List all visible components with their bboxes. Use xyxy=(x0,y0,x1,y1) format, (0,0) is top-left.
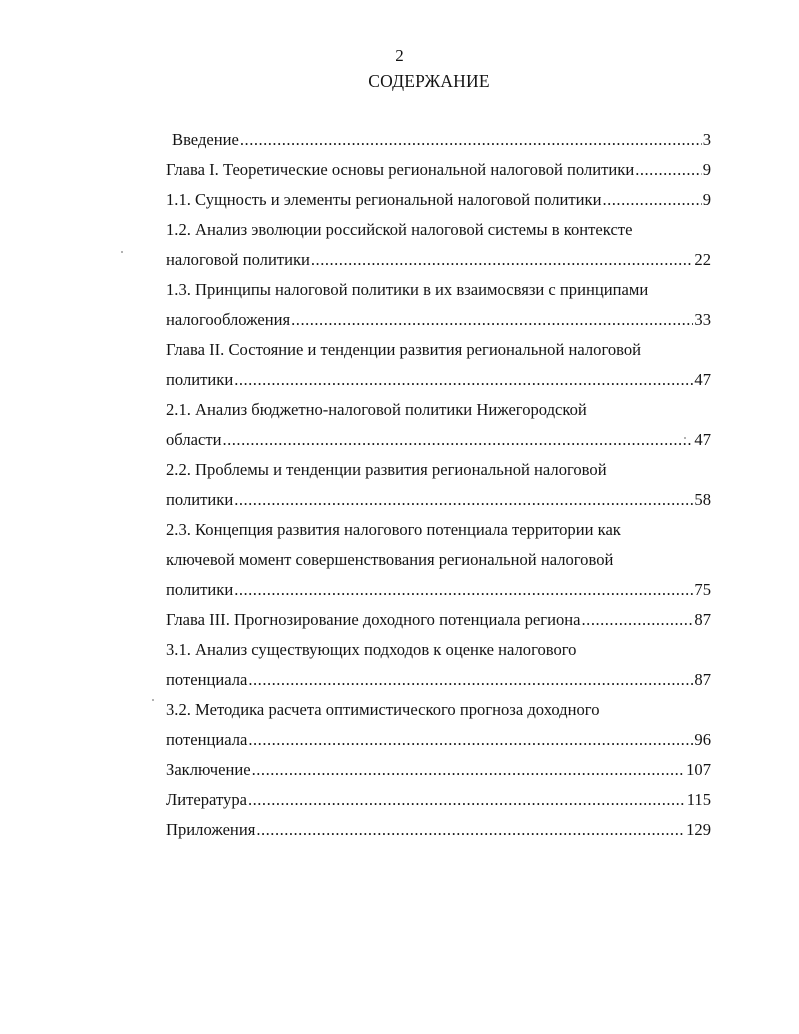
dot-leader xyxy=(248,788,686,812)
scan-speck xyxy=(121,251,123,253)
toc-entry-2-3-first-line: 2.3. Концепция развития налогового потенциала территории как xyxy=(166,520,621,539)
toc-entry-title: Введение xyxy=(172,130,239,149)
toc-page-number: 87 xyxy=(694,670,711,689)
toc-entry-title: политики xyxy=(166,370,234,389)
dot-leader xyxy=(240,128,702,152)
toc-entry-2-2-first-line: 2.2. Проблемы и тенденции развития региональной налоговой xyxy=(166,460,607,479)
scan-speck xyxy=(684,437,686,439)
toc-entry-2-2 xyxy=(166,488,711,512)
toc-entry-chapter-2-first-line: Глава II. Состояние и тенденции развития региональной налоговой xyxy=(166,340,642,359)
toc-entry-title: Приложения xyxy=(166,820,256,839)
dot-leader xyxy=(234,488,693,512)
toc-page-number: 96 xyxy=(694,730,711,749)
toc-page-number: 22 xyxy=(694,250,711,269)
toc-entry-title: Глава I. Теоретические основы региональной налоговой политики xyxy=(166,160,635,179)
dot-leader xyxy=(602,188,701,212)
toc-entry-chapter-3 xyxy=(166,608,711,632)
toc-page-number: 87 xyxy=(694,610,711,629)
page-title: СОДЕРЖАНИЕ xyxy=(368,71,490,91)
dot-leader xyxy=(635,158,701,182)
dot-leader xyxy=(252,758,685,782)
toc-entry-title: потенциала xyxy=(166,670,248,689)
toc-page-number: 3 xyxy=(702,130,711,149)
toc-entry-title: Заключение xyxy=(166,760,251,779)
dot-leader xyxy=(256,818,685,842)
toc-entry-chapter-1 xyxy=(166,158,711,182)
dot-leader xyxy=(234,578,693,602)
toc-entry-2-3 xyxy=(166,578,711,602)
toc-entry-2-3-second-line: ключевой момент совершенствования региональной налоговой xyxy=(166,550,614,569)
page-number: 2 xyxy=(395,46,404,65)
dot-leader xyxy=(582,608,694,632)
toc-entry-1-3-first-line: 1.3. Принципы налоговой политики в их взаимосвязи с принципами xyxy=(166,280,649,299)
toc-entry-title: потенциала xyxy=(166,730,248,749)
toc-entry-title: политики xyxy=(166,490,234,509)
toc-entry-title: налоговой политики xyxy=(166,250,310,269)
toc-page-number: 47 xyxy=(694,430,711,449)
toc-entry-chapter-2 xyxy=(166,368,711,392)
toc-entry-1-3 xyxy=(166,308,711,332)
toc-entry-title: Литература xyxy=(166,790,247,809)
toc-page-number: 47 xyxy=(694,370,711,389)
toc-entry-2-1-first-line: 2.1. Анализ бюджетно-налоговой политики Нижегородской xyxy=(166,400,587,419)
toc-entry-3-2-first-line: 3.2. Методика расчета оптимистического прогноза доходного xyxy=(166,700,600,719)
dot-leader xyxy=(222,428,693,452)
toc-page-number: 33 xyxy=(694,310,711,329)
scan-speck xyxy=(152,699,154,701)
toc-page-number: 107 xyxy=(686,760,711,779)
toc-page-number: 115 xyxy=(686,790,711,809)
toc-entry-title: Глава III. Прогнозирование доходного потенциала региона xyxy=(166,610,581,629)
toc-entry-1-2-first-line: 1.2. Анализ эволюции российской налоговой системы в контексте xyxy=(166,220,633,239)
dot-leader xyxy=(234,368,693,392)
toc-entry-3-2 xyxy=(166,728,711,752)
toc-page-number: 9 xyxy=(702,160,711,179)
toc-entry-1-1 xyxy=(166,188,711,212)
toc-entry-literature xyxy=(166,788,711,812)
toc-page-number: 129 xyxy=(686,820,711,839)
toc-page-number: 9 xyxy=(702,190,711,209)
toc-entry-title: налогообложения xyxy=(166,310,291,329)
dot-leader xyxy=(311,248,694,272)
toc-page-number: 75 xyxy=(694,580,711,599)
dot-leader xyxy=(248,668,693,692)
toc-page-number: 58 xyxy=(694,490,711,509)
toc-entry-conclusion xyxy=(166,758,711,782)
toc-entry-title: 1.1. Сущность и элементы региональной налоговой политики xyxy=(166,190,602,209)
toc-entry-appendices xyxy=(166,818,711,842)
toc-entry-3-1-first-line: 3.1. Анализ существующих подходов к оценке налогового xyxy=(166,640,577,659)
toc-entry-title: области xyxy=(166,430,222,449)
toc-entry-1-2 xyxy=(166,248,711,272)
dot-leader xyxy=(248,728,693,752)
toc-entry-title: политики xyxy=(166,580,234,599)
toc-entry-2-1 xyxy=(166,428,711,452)
toc-entry-introduction xyxy=(172,128,711,152)
toc-entry-3-1 xyxy=(166,668,711,692)
dot-leader xyxy=(291,308,693,332)
